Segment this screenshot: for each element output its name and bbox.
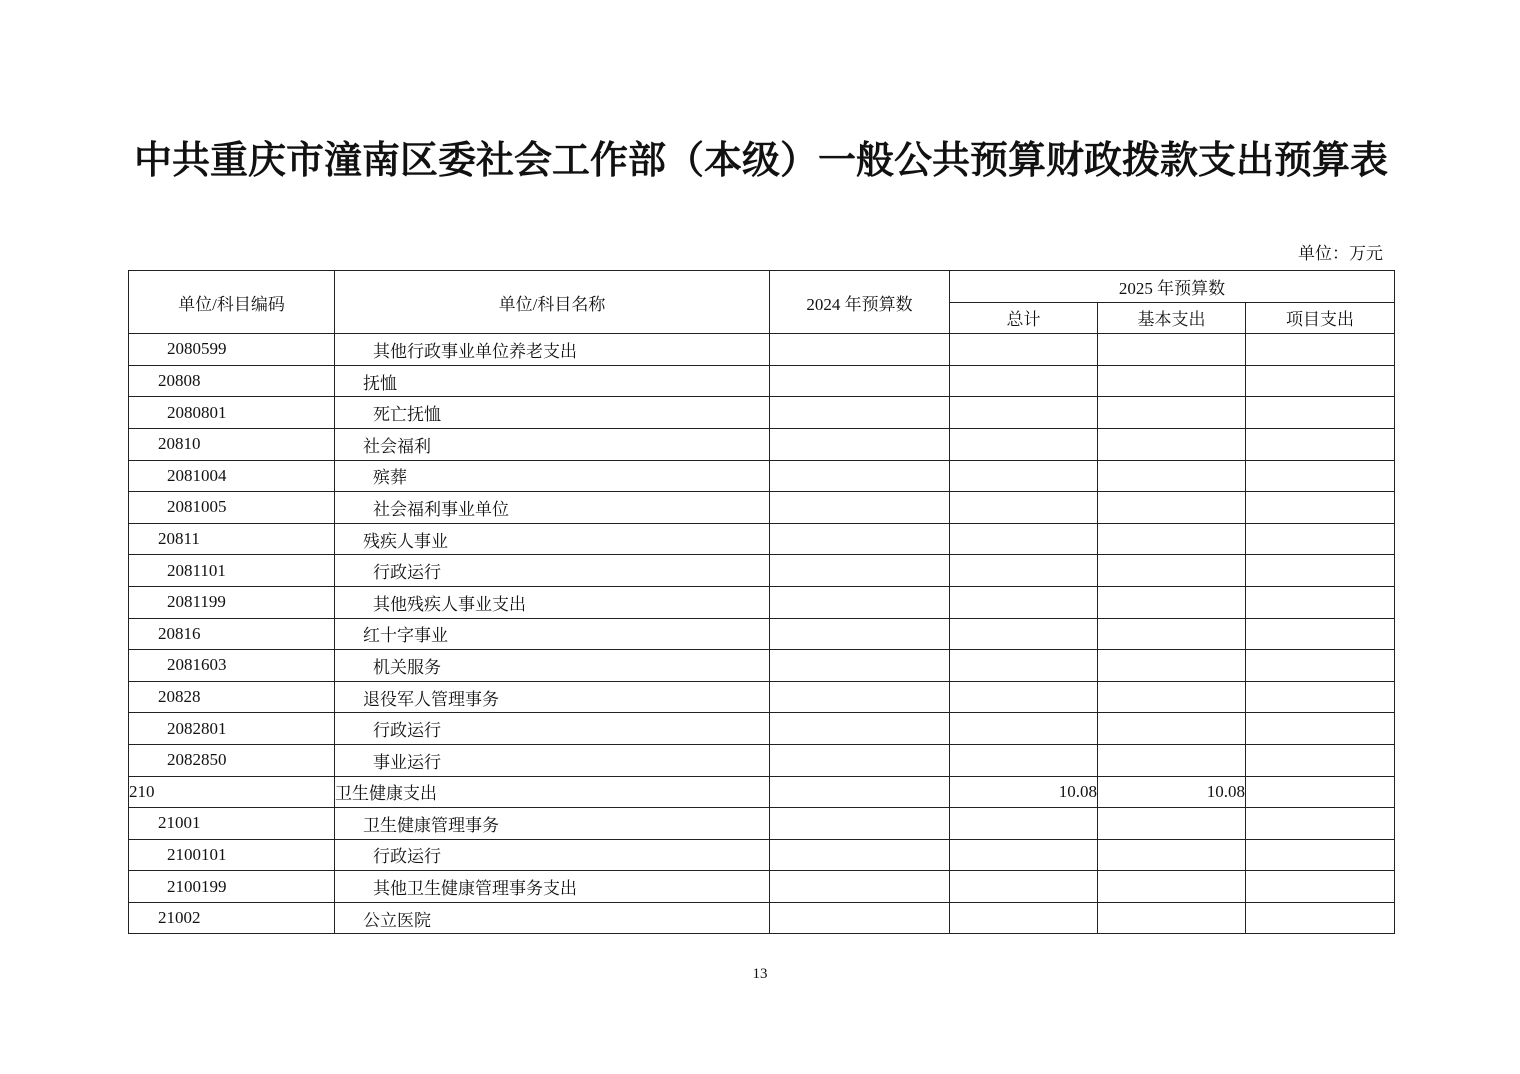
header-name: 单位/科目名称: [335, 271, 770, 334]
cell-total: [950, 334, 1098, 366]
cell-budget-2024: [770, 586, 950, 618]
cell-project: [1246, 555, 1395, 587]
cell-name: 其他残疾人事业支出: [335, 586, 770, 618]
cell-basic: [1098, 808, 1246, 840]
unit-label: 单位：万元: [1298, 244, 1383, 263]
header-project: 项目支出: [1246, 302, 1395, 334]
cell-name: 红十字事业: [335, 618, 770, 650]
cell-total: [950, 839, 1098, 871]
cell-code: 2082850: [129, 744, 335, 776]
cell-project: [1246, 586, 1395, 618]
table-row: [129, 618, 1395, 650]
cell-basic: [1098, 744, 1246, 776]
table-row: [129, 776, 1395, 808]
cell-code: 20808: [129, 365, 335, 397]
cell-name: 卫生健康支出: [335, 776, 770, 808]
cell-budget-2024: [770, 334, 950, 366]
table-row: [129, 713, 1395, 745]
cell-name: 死亡抚恤: [335, 397, 770, 429]
cell-project: [1246, 618, 1395, 650]
cell-budget-2024: [770, 492, 950, 524]
cell-total: [950, 871, 1098, 903]
cell-code: 21002: [129, 902, 335, 934]
table-row: [129, 808, 1395, 840]
cell-basic: [1098, 902, 1246, 934]
cell-basic: [1098, 334, 1246, 366]
cell-name: 抚恤: [335, 365, 770, 397]
cell-budget-2024: [770, 523, 950, 555]
cell-code: 2100101: [129, 839, 335, 871]
cell-budget-2024: [770, 365, 950, 397]
cell-code: 20828: [129, 681, 335, 713]
cell-total: 10.08: [950, 776, 1098, 808]
table-row: [129, 744, 1395, 776]
table-row: [129, 460, 1395, 492]
cell-name: 残疾人事业: [335, 523, 770, 555]
cell-basic: [1098, 428, 1246, 460]
cell-total: [950, 681, 1098, 713]
table-row: [129, 902, 1395, 934]
cell-budget-2024: [770, 902, 950, 934]
table-row: [129, 650, 1395, 682]
cell-project: [1246, 871, 1395, 903]
header-budget-2025: 2025 年预算数: [950, 271, 1395, 303]
cell-total: [950, 713, 1098, 745]
cell-code: 2082801: [129, 713, 335, 745]
page-title: 中共重庆市潼南区委社会工作部（本级）一般公共预算财政拨款支出预算表: [133, 137, 1388, 182]
cell-budget-2024: [770, 460, 950, 492]
cell-total: [950, 492, 1098, 524]
cell-name: 行政运行: [335, 713, 770, 745]
table-row: [129, 365, 1395, 397]
cell-total: [950, 744, 1098, 776]
cell-code: 20816: [129, 618, 335, 650]
cell-basic: [1098, 713, 1246, 745]
cell-project: [1246, 839, 1395, 871]
cell-total: [950, 365, 1098, 397]
cell-basic: [1098, 681, 1246, 713]
table-row: [129, 523, 1395, 555]
cell-budget-2024: [770, 744, 950, 776]
cell-budget-2024: [770, 713, 950, 745]
cell-budget-2024: [770, 808, 950, 840]
header-total: 总计: [950, 302, 1098, 334]
cell-name: 机关服务: [335, 650, 770, 682]
table-row: [129, 428, 1395, 460]
cell-budget-2024: [770, 776, 950, 808]
cell-basic: [1098, 871, 1246, 903]
cell-project: [1246, 460, 1395, 492]
cell-project: [1246, 744, 1395, 776]
cell-budget-2024: [770, 397, 950, 429]
cell-total: [950, 586, 1098, 618]
cell-total: [950, 397, 1098, 429]
cell-basic: [1098, 586, 1246, 618]
cell-basic: [1098, 650, 1246, 682]
cell-code: 2081101: [129, 555, 335, 587]
header-row-1: [129, 271, 1395, 303]
cell-code: 2081004: [129, 460, 335, 492]
cell-budget-2024: [770, 555, 950, 587]
cell-budget-2024: [770, 681, 950, 713]
cell-name: 事业运行: [335, 744, 770, 776]
cell-code: 20811: [129, 523, 335, 555]
cell-budget-2024: [770, 871, 950, 903]
cell-total: [950, 808, 1098, 840]
cell-project: [1246, 681, 1395, 713]
cell-budget-2024: [770, 618, 950, 650]
cell-code: 2080801: [129, 397, 335, 429]
cell-name: 行政运行: [335, 839, 770, 871]
cell-project: [1246, 902, 1395, 934]
table-header: [129, 271, 1395, 334]
table-row: [129, 681, 1395, 713]
cell-basic: 10.08: [1098, 776, 1246, 808]
cell-project: [1246, 397, 1395, 429]
cell-name: 卫生健康管理事务: [335, 808, 770, 840]
cell-basic: [1098, 460, 1246, 492]
cell-project: [1246, 492, 1395, 524]
cell-code: 2081199: [129, 586, 335, 618]
cell-name: 社会福利: [335, 428, 770, 460]
page-number: 13: [752, 966, 768, 982]
cell-code: 210: [129, 776, 335, 808]
cell-basic: [1098, 492, 1246, 524]
cell-basic: [1098, 555, 1246, 587]
cell-project: [1246, 523, 1395, 555]
cell-basic: [1098, 397, 1246, 429]
table-row: [129, 586, 1395, 618]
cell-name: 社会福利事业单位: [335, 492, 770, 524]
cell-code: 20810: [129, 428, 335, 460]
cell-code: 21001: [129, 808, 335, 840]
cell-name: 退役军人管理事务: [335, 681, 770, 713]
cell-total: [950, 902, 1098, 934]
cell-total: [950, 555, 1098, 587]
table-row: [129, 839, 1395, 871]
cell-basic: [1098, 523, 1246, 555]
cell-code: 2100199: [129, 871, 335, 903]
cell-name: 其他卫生健康管理事务支出: [335, 871, 770, 903]
table-body: [129, 334, 1395, 934]
cell-code: 2080599: [129, 334, 335, 366]
table-row: [129, 871, 1395, 903]
cell-project: [1246, 808, 1395, 840]
header-code: 单位/科目编码: [129, 271, 335, 334]
cell-basic: [1098, 839, 1246, 871]
cell-project: [1246, 776, 1395, 808]
cell-basic: [1098, 618, 1246, 650]
table-row: [129, 334, 1395, 366]
cell-project: [1246, 334, 1395, 366]
cell-total: [950, 618, 1098, 650]
cell-budget-2024: [770, 650, 950, 682]
header-basic: 基本支出: [1098, 302, 1246, 334]
cell-budget-2024: [770, 839, 950, 871]
cell-project: [1246, 365, 1395, 397]
budget-table: [128, 270, 1395, 934]
cell-total: [950, 523, 1098, 555]
header-budget-2024: 2024 年预算数: [770, 271, 950, 334]
cell-total: [950, 428, 1098, 460]
cell-project: [1246, 650, 1395, 682]
table-row: [129, 397, 1395, 429]
cell-total: [950, 460, 1098, 492]
cell-name: 行政运行: [335, 555, 770, 587]
cell-project: [1246, 713, 1395, 745]
cell-name: 公立医院: [335, 902, 770, 934]
cell-budget-2024: [770, 428, 950, 460]
cell-code: 2081603: [129, 650, 335, 682]
cell-name: 殡葬: [335, 460, 770, 492]
cell-basic: [1098, 365, 1246, 397]
table-row: [129, 492, 1395, 524]
cell-project: [1246, 428, 1395, 460]
cell-total: [950, 650, 1098, 682]
cell-name: 其他行政事业单位养老支出: [335, 334, 770, 366]
table-row: [129, 555, 1395, 587]
cell-code: 2081005: [129, 492, 335, 524]
